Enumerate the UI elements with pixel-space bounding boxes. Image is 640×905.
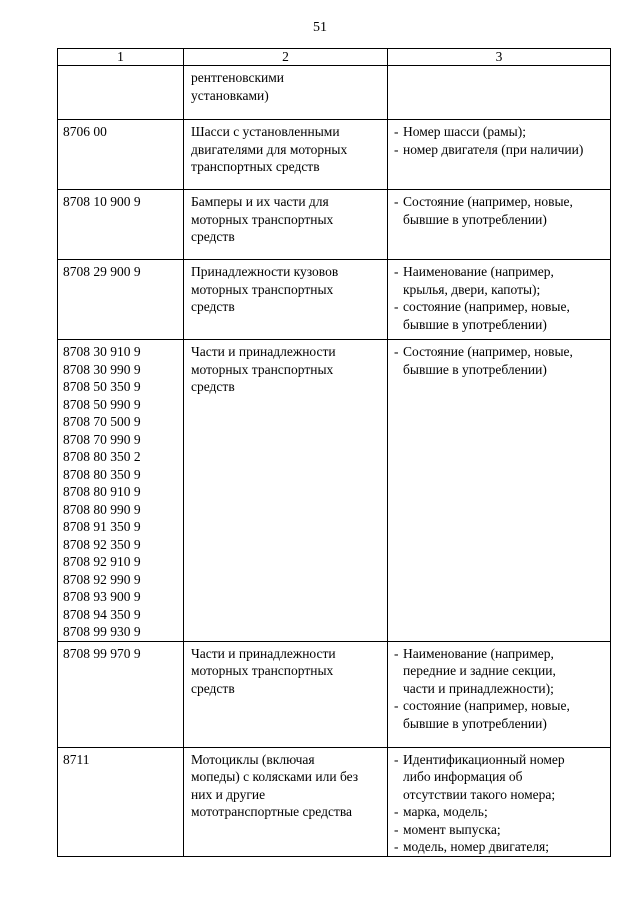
table-row: [58, 747, 611, 856]
list-dash: -: [394, 194, 399, 209]
attribute-item: [394, 751, 606, 804]
attribute-text: состояние (например, новые,: [403, 299, 570, 314]
tariff-code: 8708 30 910 9: [63, 344, 141, 359]
tariff-code: 8708 10 900 9: [63, 194, 141, 209]
list-dash: -: [394, 645, 399, 661]
attribute-item: [394, 263, 606, 298]
list-dash: -: [394, 124, 399, 139]
table-row: [58, 641, 611, 747]
attribute-text-continued: бывшие в употреблении): [403, 211, 547, 227]
list-dash: -: [394, 698, 399, 713]
description-line: моторных транспортных: [191, 663, 334, 678]
code-cell: [58, 747, 184, 856]
attribute-text: Наименование (например,: [403, 264, 554, 279]
code-cell: [58, 260, 184, 340]
description-line: Шасси с установленными: [191, 124, 340, 139]
description-line: средств: [191, 229, 235, 244]
code-cell: [58, 641, 184, 747]
code-cell: [58, 66, 184, 120]
tariff-code: 8711: [63, 751, 90, 767]
attribute-text-continued: бывшие в употреблении): [403, 361, 547, 377]
attribute-text-continued: отсутствии такого номера;: [403, 786, 556, 802]
list-dash: -: [394, 839, 399, 854]
table-row: [58, 190, 611, 260]
description-line: мототранспортные средства: [191, 804, 353, 819]
description-line: них и другие: [191, 786, 266, 802]
tariff-code: 8708 50 350 9: [63, 379, 141, 394]
list-dash: -: [394, 299, 399, 314]
attribute-text: Состояние (например, новые,: [403, 194, 573, 209]
header-row: [58, 49, 611, 66]
column-header-2: 2: [184, 49, 388, 66]
description-cell: [184, 340, 388, 642]
description-line: моторных транспортных: [191, 211, 334, 227]
description-line: Бамперы и их части для: [191, 194, 329, 209]
attribute-text: модель, номер двигателя;: [403, 839, 550, 854]
tariff-code: 8708 30 990 9: [63, 361, 141, 377]
attribute-text-continued: либо информация об: [403, 769, 523, 784]
description-cell: [184, 66, 388, 120]
tariff-code: 8708 91 350 9: [63, 519, 141, 534]
attribute-text: момент выпуска;: [403, 821, 501, 837]
list-dash: -: [394, 751, 399, 767]
attribute-item: [394, 123, 606, 141]
attributes-cell: [388, 190, 611, 260]
description-line: Принадлежности кузовов: [191, 264, 339, 279]
attribute-item: [394, 821, 606, 839]
tariff-code: 8708 80 350 9: [63, 466, 141, 482]
attribute-item: [394, 193, 606, 228]
attributes-cell: [388, 747, 611, 856]
attribute-item: [394, 343, 606, 378]
tariff-code: 8708 94 350 9: [63, 606, 141, 622]
description-line: мопеды) с колясками или без: [191, 769, 359, 784]
code-cell: [58, 190, 184, 260]
tariff-code: 8708 92 350 9: [63, 536, 141, 552]
goods-table: [57, 48, 611, 857]
tariff-code: 8708 92 990 9: [63, 571, 141, 587]
description-line: рентгеновскими: [191, 70, 285, 85]
description-line: средств: [191, 299, 235, 314]
description-line: моторных транспортных: [191, 281, 334, 297]
table-row: [58, 340, 611, 642]
code-cell: [58, 120, 184, 190]
page-number: 51: [313, 20, 327, 35]
table-row: [58, 120, 611, 190]
attribute-text: номер двигателя (при наличии): [403, 141, 584, 157]
attribute-item: [394, 838, 606, 856]
attributes-cell: [388, 120, 611, 190]
description-line: Части и принадлежности: [191, 645, 336, 661]
attribute-text: состояние (например, новые,: [403, 698, 570, 713]
list-dash: -: [394, 264, 399, 279]
description-line: транспортных средств: [191, 159, 320, 174]
tariff-code: 8708 29 900 9: [63, 264, 141, 279]
tariff-code: 8708 80 990 9: [63, 501, 141, 517]
attributes-cell: [388, 340, 611, 642]
tariff-code: 8706 00: [63, 124, 107, 139]
attribute-text: Идентификационный номер: [403, 751, 565, 767]
code-cell: [58, 340, 184, 642]
column-header-3: 3: [388, 49, 611, 66]
description-cell: [184, 260, 388, 340]
list-dash: -: [394, 344, 399, 359]
description-cell: [184, 747, 388, 856]
list-dash: -: [394, 141, 399, 157]
attribute-text-continued: крылья, двери, капоты);: [403, 281, 541, 297]
attributes-cell: [388, 641, 611, 747]
tariff-code: 8708 99 970 9: [63, 645, 141, 661]
attributes-cell: [388, 66, 611, 120]
list-dash: -: [394, 804, 399, 819]
tariff-code: 8708 93 900 9: [63, 589, 141, 604]
description-line: средств: [191, 680, 235, 696]
attribute-text: Наименование (например,: [403, 645, 554, 661]
table-row: [58, 260, 611, 340]
attribute-text: Номер шасси (рамы);: [403, 124, 526, 139]
table-row: [58, 66, 611, 120]
table-body: [58, 66, 611, 857]
tariff-code: 8708 99 930 9: [63, 624, 141, 639]
attribute-text-continued: передние и задние секции,: [403, 663, 556, 678]
attribute-item: [394, 697, 606, 732]
attribute-item: [394, 645, 606, 698]
tariff-code: 8708 70 500 9: [63, 414, 141, 429]
tariff-code: 8708 80 350 2: [63, 449, 141, 464]
description-cell: [184, 641, 388, 747]
list-dash: -: [394, 821, 399, 837]
description-line: двигателями для моторных: [191, 141, 348, 157]
tariff-code: 8708 80 910 9: [63, 484, 141, 499]
description-line: Части и принадлежности: [191, 344, 336, 359]
attribute-text-continued: бывшие в употреблении): [403, 715, 547, 731]
description-line: Мотоциклы (включая: [191, 751, 315, 767]
attribute-text-continued: бывшие в употреблении): [403, 316, 547, 332]
description-cell: [184, 190, 388, 260]
attribute-text-continued: части и принадлежности);: [403, 680, 554, 696]
description-line: средств: [191, 379, 235, 394]
attribute-text: Состояние (например, новые,: [403, 344, 573, 359]
description-line: моторных транспортных: [191, 361, 334, 377]
attribute-item: [394, 803, 606, 821]
attributes-cell: [388, 260, 611, 340]
attribute-item: [394, 298, 606, 333]
description-line: установками): [191, 87, 269, 103]
column-header-1: 1: [58, 49, 184, 66]
attribute-item: [394, 141, 606, 159]
tariff-code: 8708 50 990 9: [63, 396, 141, 412]
description-cell: [184, 120, 388, 190]
tariff-code: 8708 92 910 9: [63, 554, 141, 569]
tariff-code: 8708 70 990 9: [63, 431, 141, 447]
attribute-text: марка, модель;: [403, 804, 488, 819]
